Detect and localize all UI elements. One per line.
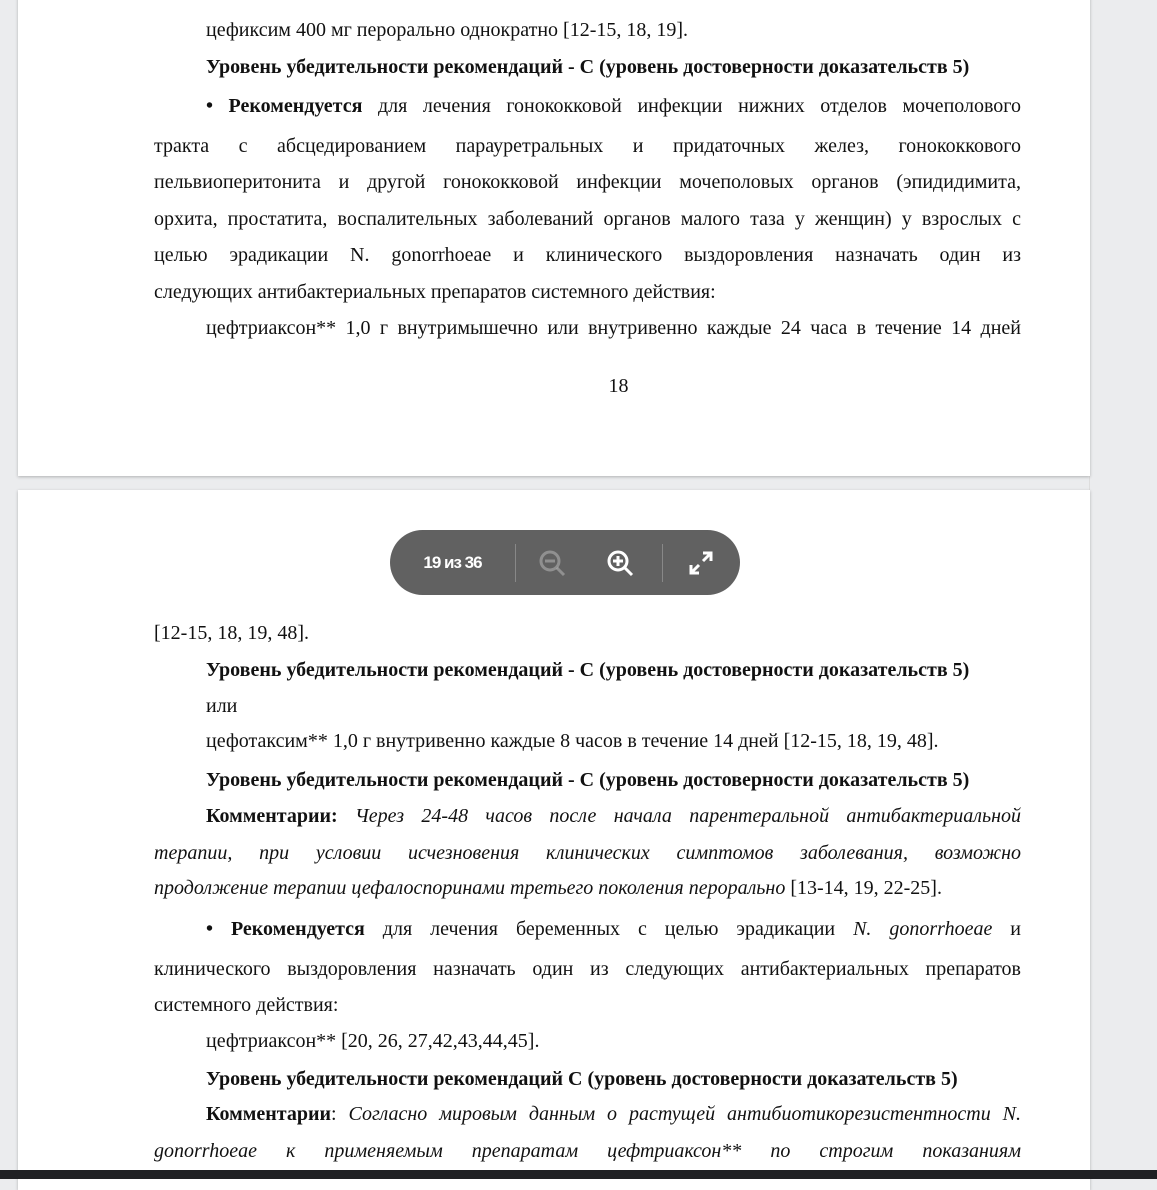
text-segment: цефтриаксон** [20, 26, 27,42,43,44,45]. (206, 1030, 540, 1052)
text-segment: орхита, простатита, воспалительных заболеваний органов малого таза у женщин) у взрослых с (154, 208, 1021, 230)
page-counter: 19 из 36 (423, 552, 482, 572)
text-segment: N. gonorrhoeae (853, 918, 993, 940)
text-segment: цефтриаксон** 1,0 г внутримышечно или внутривенно каждые 24 часа в течение 14 дней (206, 317, 1021, 339)
fullscreen-button[interactable] (675, 543, 727, 583)
text-line (154, 876, 942, 900)
zoom-out-button[interactable] (526, 543, 578, 583)
text-line (206, 729, 939, 753)
text-line (206, 658, 969, 682)
viewer-toolbar (390, 530, 740, 595)
text-line (206, 55, 969, 79)
divider (662, 544, 663, 582)
zoom-out-icon (537, 548, 567, 578)
text-line (154, 170, 1021, 194)
text-segment: системного действия: (154, 994, 339, 1016)
text-segment: цефотаксим** 1,0 г внутривенно каждые 8 часов в течение 14 дней [12-15, 18, 19, 48]. (206, 730, 939, 752)
bottom-bar (0, 1170, 1157, 1179)
text-segment: следующих антибактериальных препаратов системного действия: (154, 281, 716, 303)
text-segment: • Рекомендуется (206, 918, 365, 940)
text-segment: Комментарии: (206, 805, 356, 827)
text-line (206, 804, 1021, 828)
text-segment: цефиксим 400 мг перорально однократно [12-15, 18, 19]. (206, 19, 689, 41)
text-segment: терапии, при условии исчезновения клинических симптомов заболевания, возможно (154, 842, 1021, 864)
document-page-19 (18, 490, 1090, 1190)
text-segment: Уровень убедительности рекомендаций - С (уровень достоверности доказательств 5) (206, 659, 970, 681)
text-segment: для лечения беременных с целью эрадикации (364, 918, 854, 940)
text-line (206, 316, 1021, 340)
page-number: 18 (608, 375, 629, 397)
text-line (154, 207, 1021, 231)
text-line (154, 993, 338, 1017)
text-segment: Через 24-48 часов после начала парентеральной антибактериальной (355, 805, 1021, 827)
text-segment: [13-14, 19, 22-25]. (785, 877, 942, 899)
scrollbar-track[interactable] (1089, 0, 1157, 1170)
text-line (206, 1067, 958, 1091)
text-segment: • Рекомендуется (206, 95, 363, 117)
text-segment: и (992, 918, 1022, 940)
text-segment: Согласно мировым данным о растущей антибиотикорезистентности N. (348, 1103, 1022, 1125)
text-line (206, 1102, 1021, 1126)
text-segment: Уровень убедительности рекомендаций С (уровень достоверности доказательств 5) (206, 1068, 958, 1090)
text-segment: Уровень убедительности рекомендаций - С (уровень достоверности доказательств 5) (206, 769, 970, 791)
text-line (206, 694, 237, 718)
text-line (206, 917, 1021, 941)
document-page-18 (18, 0, 1090, 476)
text-line (154, 621, 309, 645)
text-segment: Комментарии (206, 1103, 332, 1125)
text-segment: [12-15, 18, 19, 48]. (154, 622, 309, 644)
divider (515, 544, 516, 582)
text-segment: клинического выздоровления назначать один из следующих антибактериальных препаратов (154, 958, 1021, 980)
text-segment: gonorrhoeae к применяемым препаратам цефтриаксон** по строгим показаниям (154, 1140, 1021, 1162)
text-segment: продолжение терапии цефалоспоринами третьего поколения перорально (154, 877, 786, 899)
zoom-in-icon (605, 548, 635, 578)
zoom-in-button[interactable] (594, 543, 646, 583)
text-segment: целью эрадикации N. gonorrhoeae и клинического выздоровления назначать один из (154, 244, 1021, 266)
text-segment: или (206, 695, 238, 717)
text-line (154, 841, 1021, 865)
text-line (154, 1139, 1021, 1163)
text-line (154, 280, 716, 304)
text-line (154, 243, 1021, 267)
text-segment: тракта с абсцедированием парауретральных и придаточных желез, гонококкового (154, 135, 1021, 157)
text-segment: Уровень убедительности рекомендаций - С (уровень достоверности доказательств 5) (206, 56, 970, 78)
text-line (206, 18, 688, 42)
text-segment: для лечения гонококковой инфекции нижних отделов мочеполового (362, 95, 1021, 117)
text-line (206, 768, 969, 792)
text-segment: : (331, 1103, 349, 1125)
text-line (154, 134, 1021, 158)
fullscreen-icon (686, 548, 716, 578)
text-line (206, 1029, 539, 1053)
text-segment: пельвиоперитонита и другой гонококковой инфекции мочеполовых органов (эпидидимита, (154, 171, 1021, 193)
text-line (206, 94, 1021, 118)
text-line (154, 957, 1021, 981)
